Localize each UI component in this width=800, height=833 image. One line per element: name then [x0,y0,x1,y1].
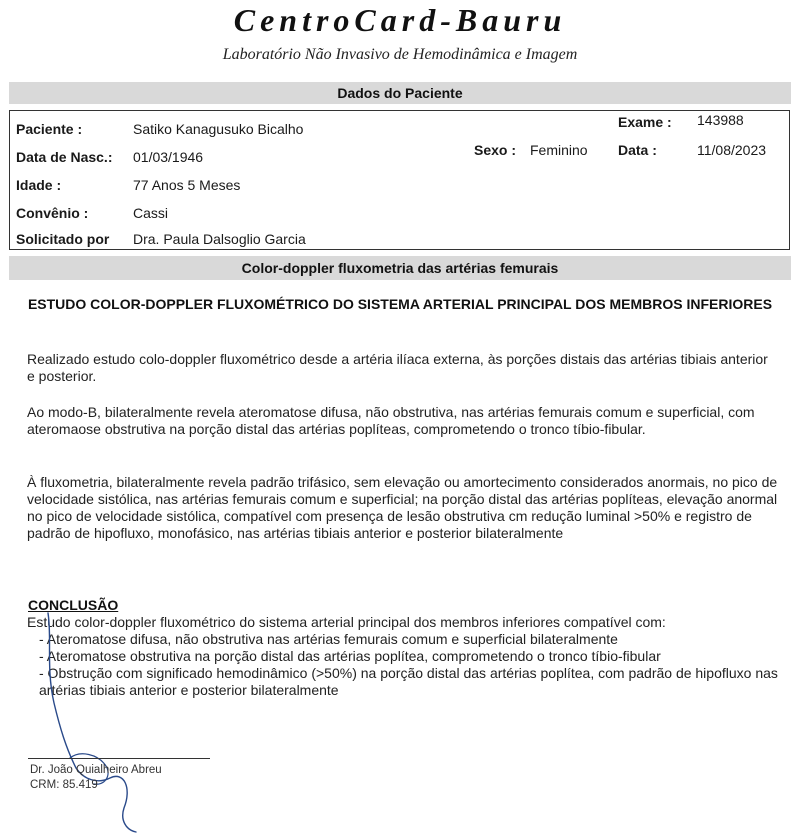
patient-name-label: Paciente : [16,121,83,137]
sex-value: Feminino [530,142,588,158]
signature-line [28,758,210,759]
requested-by-label: Solicitado por [16,231,110,247]
patient-info-box [9,110,790,250]
conclusion-title: CONCLUSÃO [28,597,119,613]
patient-name: Satiko Kanagusuko Bicalho [133,121,304,137]
age-label: Idade : [16,177,62,193]
age-value: 77 Anos 5 Meses [133,177,241,193]
exam-section-title: Color-doppler fluxometria das artérias femurais [9,256,791,280]
handwritten-signature [40,608,150,833]
exam-date-label: Data : [618,142,657,158]
lab-brand: CentroCard-Bauru [233,2,567,38]
conclusion-intro: Estudo color-doppler fluxométrico do sistema arterial principal dos membros inferiores compatível com: [27,614,666,630]
birth-date-label: Data de Nasc.: [16,149,113,165]
doctor-name: Dr. João Quialheiro Abreu [30,764,162,776]
report-title: ESTUDO COLOR-DOPPLER FLUXOMÉTRICO DO SISTEMA ARTERIAL PRINCIPAL DOS MEMBROS INFERIORES [27,296,773,312]
birth-date: 01/03/1946 [133,149,204,165]
report-paragraph: Realizado estudo colo-doppler fluxométrico desde a artéria ilíaca externa, às porções distais das artérias tibiais anterior e posterior. [27,351,768,384]
conclusion-item: - Ateromatose difusa, não obstrutiva nas artérias femurais comum e superficial bilateralmente [39,631,618,647]
sex-label: Sexo : [474,142,517,158]
exam-date: 11/08/2023 [697,142,767,158]
insurance-label: Convênio : [16,205,89,221]
exam-label: Exame : [618,114,672,130]
exam-number: 143988 [697,112,744,128]
requested-by-value: Dra. Paula Dalsoglio Garcia [133,231,306,247]
conclusion-item: - Obstrução com significado hemodinâmico (>50%) na porção distal das artérias poplítea, com padrão de hipofluxo nas artérias tibiais anterior e posterior bilateralmente [39,665,778,698]
patient-section-title: Dados do Paciente [9,82,791,104]
insurance-value: Cassi [133,205,169,221]
conclusion-item: - Ateromatose obstrutiva na porção distal das artérias poplítea, comprometendo o tronco tíbio-fibular [39,648,661,664]
doctor-crm: CRM: 85.419 [30,779,98,791]
report-paragraph: Ao modo-B, bilateralmente revela ateromatose difusa, não obstrutiva, nas artérias femurais comum e superficial, com ateromaose obstrutiva na porção distal das artérias poplíteas, comprometendo o tronco tíbio-fibular. [27,404,755,437]
report-paragraph: À fluxometria, bilateralmente revela padrão trifásico, sem elevação ou amortecimento considerados anormais, no pico de velocidade sistólica, nas artérias femurais comum e superficial; na porção distal das artérias poplíteas, elevação anormal no pico de velocidade sistólica, compatível com presença de lesão obstrutiva cm redução luminal >50% e registro de padrão de hipofluxo, monofásico, nas artérias tibiais anterior e posterior bilateralmente [27,474,778,541]
lab-subtitle: Laboratório Não Invasivo de Hemodinâmica e Imagem [222,46,578,63]
